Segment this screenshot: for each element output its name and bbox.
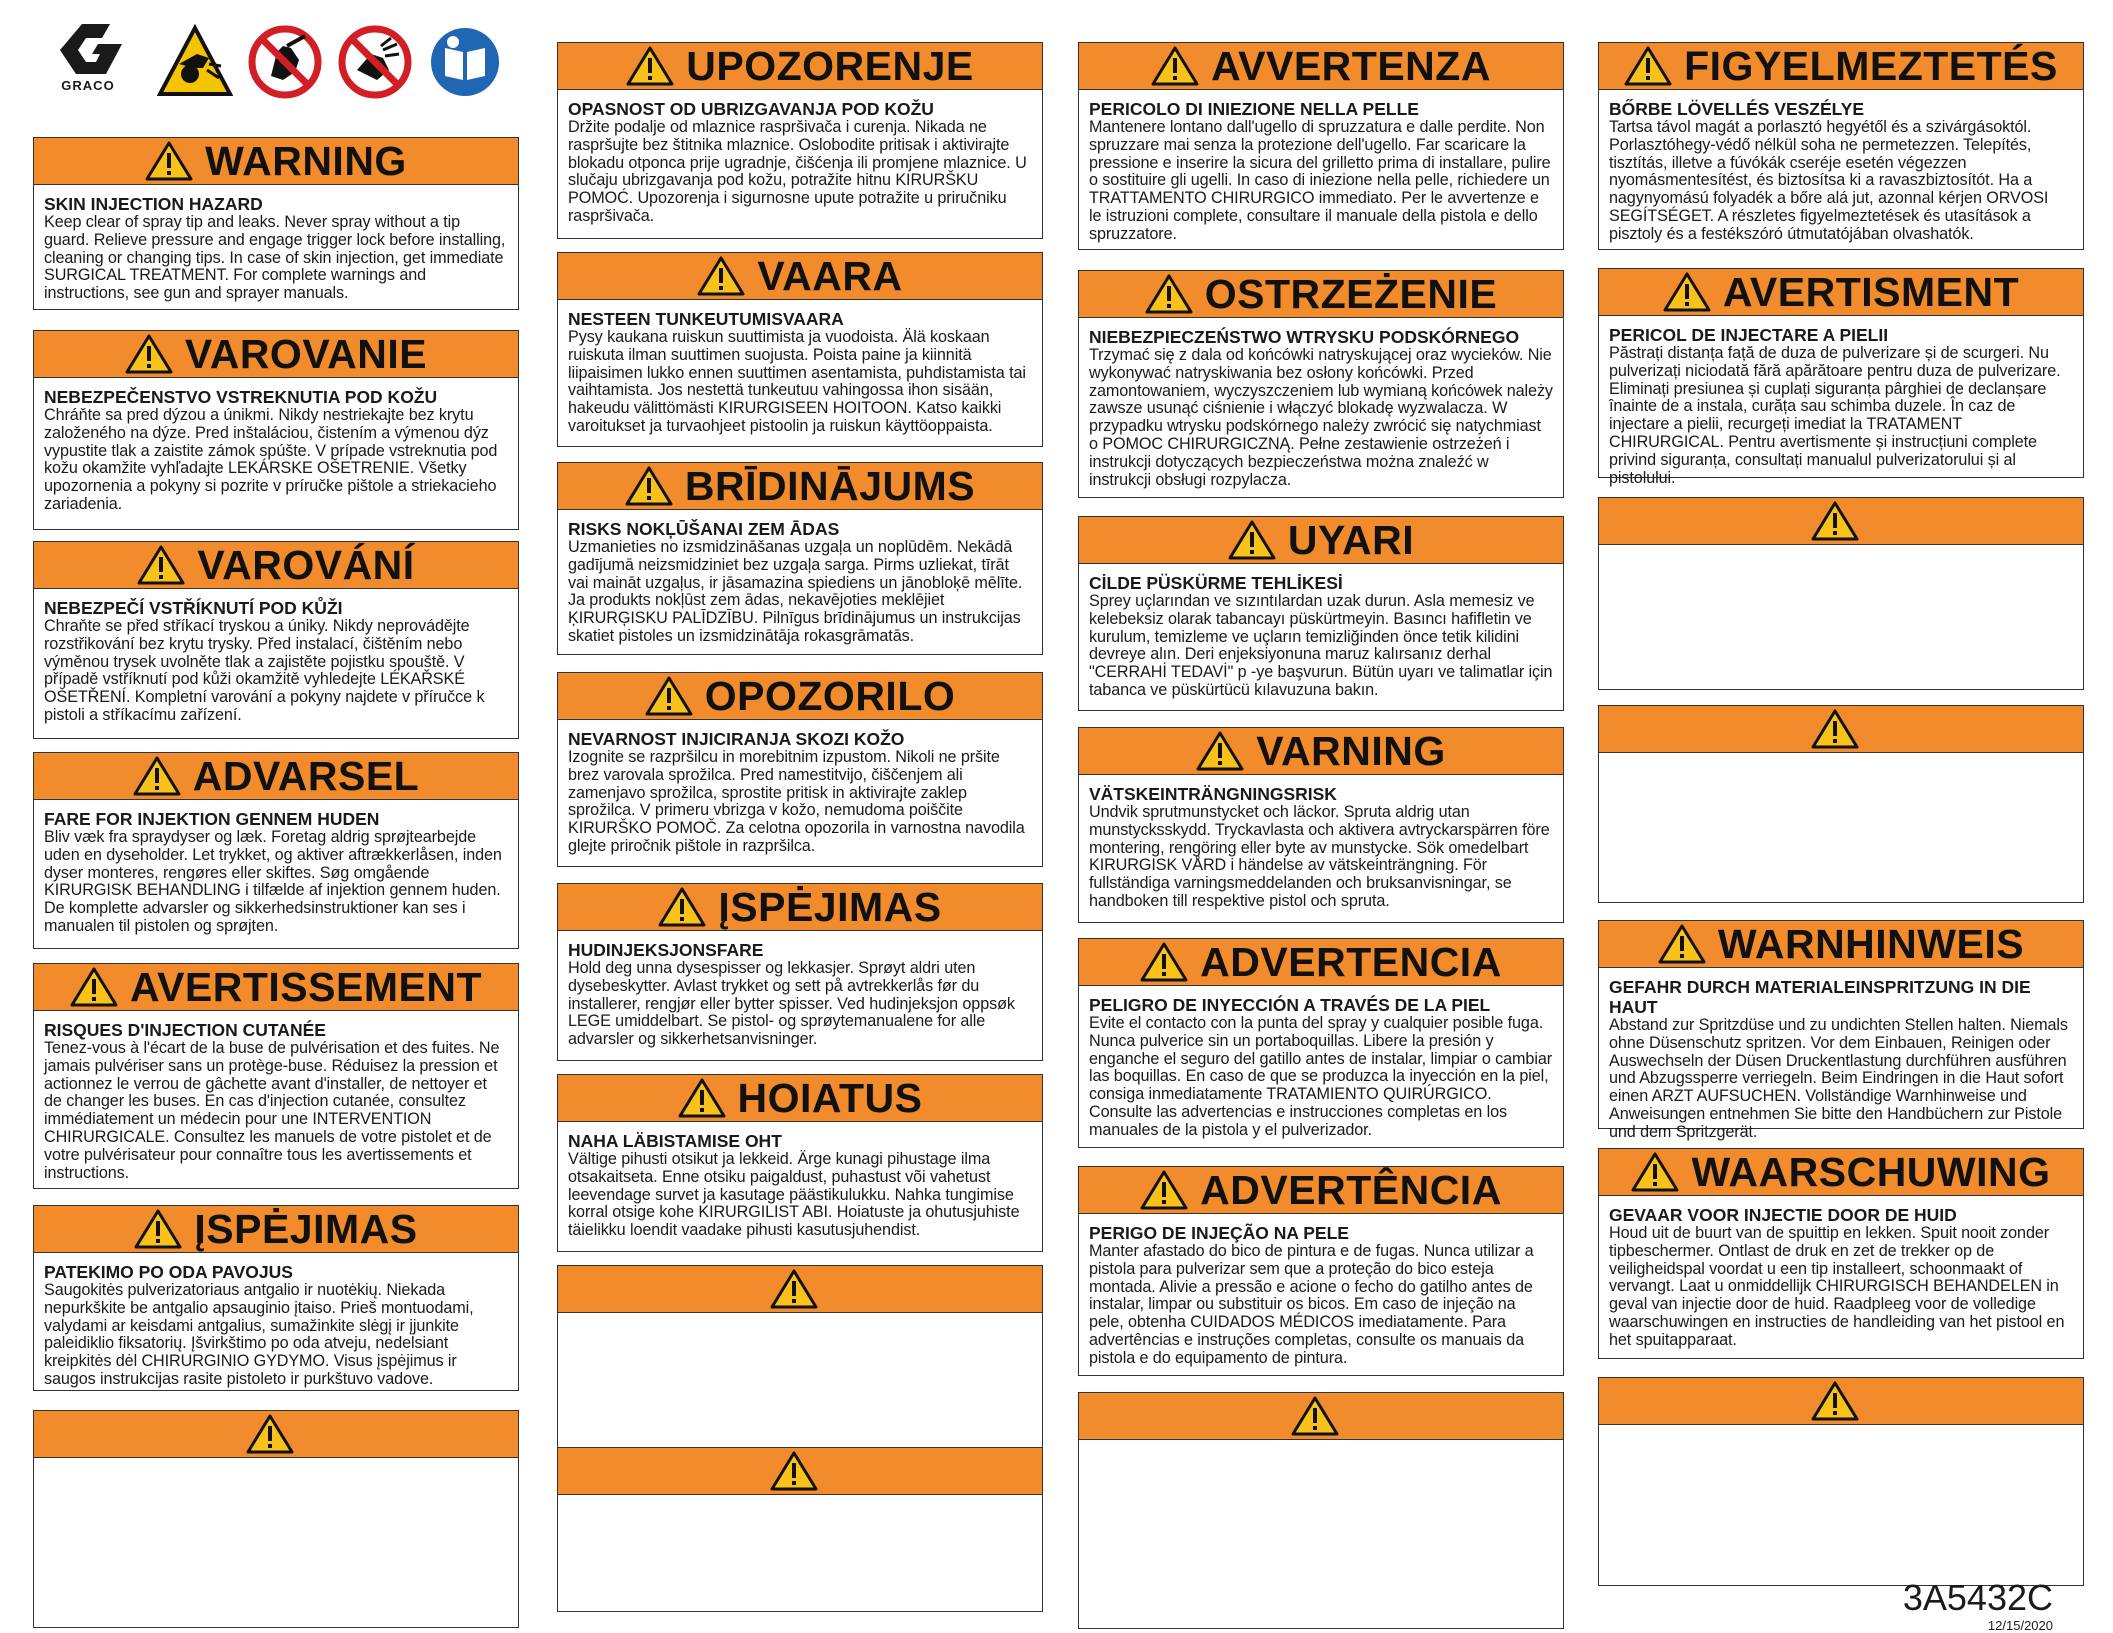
card-subtitle: GEFAHR DURCH MATERIALEINSPRITZUNG IN DIE HAUT	[1609, 977, 2031, 1017]
warning-card-tr	[1078, 516, 1564, 711]
card-text: Manter afastado do bico de pintura e de fugas. Nunca utilizar a pistola para pulverizar sem que a proteção do bico esteja montada. Alivie a pressão e acione o fecho do gatilho antes de instalar, limpar ou substituir os bicos. Em caso de injeção na pele, obtenha CUIDADOS MÉDICOS imediatamente. Para advertências e instruções completas, consulte os manuais da pistola e do equipamento de pintura.	[1089, 1242, 1534, 1367]
card-subtitle: NAHA LÄBISTAMISE OHT	[568, 1131, 782, 1151]
card-banner	[558, 1448, 1042, 1495]
card-title: UYARI	[1287, 516, 1415, 563]
card-title: ADVERTÊNCIA	[1200, 1166, 1502, 1213]
card-title: VAARA	[757, 252, 903, 299]
card-text: Izognite se razpršilcu in morebitnim izpustom. Nikoli ne pršite brez varovala sprožilca. Pred namestitvijo, čiščenjem ali zamenjavo sprožilca, sprostite pritisk in aktivirajte zaklep sprožilca. V primeru vbrizga v kožo, nemudoma poiščite KIRURŠKO POMOČ. Za celotna opozorila in varnostna navodila glejte priročnik pištole in razpršilca.	[568, 748, 1025, 855]
card-text: Saugokitės pulverizatoriaus antgalio ir nuotėkių. Niekada nepurkškite be antgalio apsauginio įtaiso. Prieš montuodami, valydami ar keisdami antgalius, sumažinkite slėgį ir įjunkite paleidiklio fiksatorių. Įšvirkštimo po oda atveju, nedelsiant kreipkitės dėl CHIRURGINIO GYDYMO. Visus įspėjimus ir saugos instrukcijas rasite pistoleto ir purkštuvo vadove.	[44, 1281, 474, 1388]
card-title: WAARSCHUWING	[1691, 1148, 2051, 1195]
card-title: OPOZORILO	[704, 672, 956, 719]
card-title: OSTRZEŻENIE	[1204, 270, 1498, 317]
card-body	[1599, 1196, 2083, 1356]
document-code: 3A5432C	[1902, 1577, 2053, 1618]
warning-triangle-icon	[1811, 708, 1859, 750]
no-spray-tip-icon	[337, 24, 413, 100]
warning-card-pl	[1078, 270, 1564, 498]
card-subtitle: NEBEZPEČENSTVO VSTREKNUTIA POD KOŽU	[44, 387, 438, 407]
warning-card-lt	[33, 1205, 519, 1391]
card-banner	[34, 964, 518, 1011]
card-subtitle: BŐRBE LÖVELLÉS VESZÉLYE	[1609, 99, 1865, 119]
warning-card-hu	[1598, 42, 2084, 250]
card-subtitle: NEVARNOST INJICIRANJA SKOZI KOŽO	[568, 729, 905, 749]
card-banner	[34, 1411, 518, 1458]
warning-card-it	[1078, 42, 1564, 250]
warning-card-no	[557, 883, 1043, 1061]
card-body	[34, 589, 518, 731]
warning-card-sl	[557, 672, 1043, 867]
warning-triangle-icon	[133, 755, 181, 797]
warning-card-en	[33, 137, 519, 310]
warning-triangle-icon	[770, 1268, 818, 1310]
warning-triangle-icon	[134, 1208, 182, 1250]
card-subtitle: PATEKIMO PO ODA PAVOJUS	[44, 1262, 293, 1282]
card-text: Evite el contacto con la punta del spray y cualquier posible fuga. Nunca pulverice sin un portaboquillas. Libere la presión y enganche el seguro del gatillo antes de instalar, limpiar o cambiar las boquillas. En caso de que se produzca la inyección en la piel, consiga inmediatamente TRATAMIENTO QUIRÚRGICO. Consulte las advertencias e instrucciones completas en los manuales de la pistola y el pulverizador.	[1089, 1014, 1553, 1139]
card-body	[1599, 90, 2083, 250]
card-banner	[1079, 728, 1563, 775]
card-title: FIGYELMEZTETÉS	[1684, 42, 2058, 89]
card-title: VAROVANIE	[184, 330, 428, 377]
card-banner	[1079, 43, 1563, 90]
card-text: Chráňte sa pred dýzou a únikmi. Nikdy nestriekajte bez krytu založeného na dýze. Pred inštaláciou, čistením a výmenou dýz vypustite tlak a zaistite zámok spúšte. V prípade vstreknutia pod kožu okamžite vyhľadajte LEKÁRSKE OŠETRENIE. Všetky upozornenia a pokyny si pozrite v príručke pištole a striekacieho zariadenia.	[44, 406, 498, 513]
card-body	[558, 1495, 1042, 1510]
warning-card-pt	[1078, 1166, 1564, 1376]
blank-warning-card	[1598, 1377, 2084, 1586]
card-title: ADVARSEL	[192, 752, 420, 799]
document-date: 12/15/2020	[1987, 1618, 2053, 1633]
card-title: ADVERTENCIA	[1200, 938, 1502, 985]
card-text: Abstand zur Spritzdüse und zu undichten Stellen halten. Niemals ohne Düsenschutz spritzen. Vor dem Einbauen, Reinigen oder Auswechseln der Düsen Druckentlastung durchführen ausführen und Abzugssperre verriegeln. Beim Eindringen in die Haut sofort einen ARZT AUFSUCHEN. Vollständige Warnhinweise und Anweisungen entnehmen Sie bitte den Handbüchern zur Pistole und dem Spritzgerät.	[1609, 1016, 2068, 1141]
card-text: Bliv væk fra spraydyser og læk. Foretag aldrig sprøjtearbejde uden en dyseholder. Let trykket, og aktiver aftrækkerlåsen, inden dyser monteres, rengøres eller skiftes. Søg omgående KIRURGISK BEHANDLING i tilfælde af injektion gennem huden. De komplette advarsler og sikkerhedsinstruktioner kan ses i manualen til pistolen og sprøjten.	[44, 828, 502, 935]
card-body	[558, 720, 1042, 862]
warning-triangle-icon	[125, 333, 173, 375]
warning-triangle-icon	[1228, 519, 1276, 561]
warning-triangle-icon	[678, 1077, 726, 1119]
card-body	[1079, 986, 1563, 1146]
card-banner	[558, 253, 1042, 300]
card-text: Tenez-vous à l'écart de la buse de pulvérisation et des fuites. Ne jamais pulvériser sans un protège-buse. Réduisez la pression et actionnez le verrou de gâchette avant d'installer, de nettoyer et de changer les buses. En cas d'injection cutanée, consultez immédiatement un médecin pour une INTERVENTION CHIRURGICALE. Consultez les manuels de votre pistolet et de votre pulvérisateur pour connaître tous les avertissements et instructions.	[44, 1039, 500, 1182]
card-banner	[1599, 1378, 2083, 1425]
card-subtitle: CİLDE PÜSKÜRME TEHLİKESİ	[1089, 573, 1343, 593]
blank-warning-card	[33, 1410, 519, 1628]
card-text: Hold deg unna dysespisser og lekkasjer. Sprøyt aldri uten dysebeskytter. Avlast trykket og sett på avtrekkerlås før du installerer, rengjør eller bytter spisser. Ved hudinjeksjon oppsøk LEGE umiddelbart. Se pistol- og sprøytemanualene for alle advarsler og sikkerhetsanvisninger.	[568, 959, 1015, 1049]
card-body	[34, 1011, 518, 1188]
card-banner	[34, 753, 518, 800]
warning-triangle-icon	[658, 886, 706, 928]
card-body	[1599, 1425, 2083, 1440]
blank-warning-card	[557, 1447, 1043, 1612]
blank-warning-card	[1598, 497, 2084, 690]
warning-card-fi	[557, 252, 1043, 447]
card-text: Vältige pihusti otsikut ja lekkeid. Ärge kunagi pihustage ilma otsakaitseta. Enne otsiku paigaldust, puhastust või vahetust leevendage survet ja kasutage päästikulukku. Nahka tungimise korral otsige kohe KIRURGILIST ABI. Hoiatuste ja ohutusjuhiste täielikku loendit vaadake pihusti kasutusjuhendist.	[568, 1150, 1020, 1240]
warning-card-nl	[1598, 1148, 2084, 1359]
card-banner	[1079, 1393, 1563, 1440]
warning-triangle-icon	[1811, 1380, 1859, 1422]
warning-card-ro	[1598, 268, 2084, 487]
warning-triangle-icon	[70, 966, 118, 1008]
warning-triangle-icon	[1631, 1151, 1679, 1193]
card-title: WARNING	[205, 137, 407, 184]
warning-triangle-icon	[145, 140, 193, 182]
card-text: Chraňte se před stříkací tryskou a úniky. Nikdy neprovádějte rozstřikování bez krytu trysky. Před instalací, čištěním nebo výměnou trysek uvolněte tlak a zajistěte pojistku spouště. V případě vstříknutí pod kůži okamžitě vyhledejte LÉKAŘSKÉ OŠETŘENÍ. Kompletní varování a pokyny najdete v příručce k pistoli a stříkacímu zařízení.	[44, 617, 485, 724]
card-text: Držite podalje od mlaznice raspršivača i curenja. Nikada ne raspršujte bez štitnika mlaznice. Oslobodite pritisak i aktivirajte blokadu otponca prije ugradnje, čišćenja ili promjene mlaznice. U slučaju ubrizgavanja pod kožu, potražite hitnu KIRURŠKU POMOĆ. Upozorenja i sigurnosne upute potražite u priručniku raspršivača.	[568, 118, 1027, 225]
card-body	[1079, 90, 1563, 250]
warning-triangle-icon	[625, 465, 673, 507]
card-body	[558, 1313, 1042, 1328]
warning-card-et	[557, 1074, 1043, 1252]
injection-hazard-icon	[157, 24, 233, 100]
warning-card-sv	[1078, 727, 1564, 923]
graco-logo-icon	[33, 18, 143, 106]
card-banner	[34, 542, 518, 589]
card-title: WARNHINWEIS	[1717, 920, 2025, 967]
warning-triangle-icon	[697, 255, 745, 297]
card-banner	[558, 1075, 1042, 1122]
card-text: Păstrați distanța față de duza de pulverizare și de scurgeri. Nu pulverizați niciodată fără apărătoare pentru duza de pulverizare. Eliminați presiunea și cuplați siguranța pârghiei de declanșare înainte de a instala, curăța sau schimba duzele. În caz de injectare a pielii, recurgeți imediat la TRATAMENT CHIRURGICAL. Pentru avertismente și instrucțiuni complete privind siguranța, consultați manualul pulverizatorului și al pistolului.	[1609, 344, 2061, 487]
card-body	[34, 800, 518, 942]
card-body	[1599, 753, 2083, 768]
warning-triangle-icon	[1624, 45, 1672, 87]
card-banner	[1599, 1149, 2083, 1196]
card-text: Trzymać się z dala od końcówki natryskującej oraz wycieków. Nie wykonywać natryskiwania bez osłony końcówki. Przed zamontowaniem, wyczyszczeniem lub wymianą końcówek należy zawsze usunąć ciśnienie i włączyć blokadę wyzwalacza. W przypadku wtrysku podskórnego należy zwrócić się natychmiast o POMOC CHIRURGICZNĄ. Pełne zestawienie ostrzeżeń i instrukcji dotyczących bezpieczeństwa można znaleźć w instrukcji obsługi rozpylacza.	[1089, 346, 1553, 489]
no-hand-icon	[247, 24, 323, 100]
warning-card-lv	[557, 462, 1043, 655]
card-text: Uzmanieties no izsmidzināšanas uzgaļa un noplūdēm. Nekādā gadījumā neizsmidziniet bez uzgaļa sarga. Pirms uzliekat, tīrāt vai maināt uzgaļus, ir jāsamazina spiediens un jānobloķē mēlīte. Ja produkts nokļūst zem ādas, nekavējoties meklējiet ĶIRURĢISKU PALĪDZĪBU. Pilnīgus brīdinājumus un instrukcijas skatiet pistoles un izsmidzinātāja rokasgrāmatās.	[568, 538, 1023, 645]
card-text: Mantenere lontano dall'ugello di spruzzatura e dalle perdite. Non spruzzare mai senza la protezione dell'ugello. Far scaricare la pressione e inserire la sicura del grilletto prima di installare, pulire o sostituire gli ugelli. In caso di iniezione nella pelle, richiedere un TRATTAMENTO CHIRURGICO immediato. Per le avvertenze e le istruzioni complete, consultare il manuale della pistola e dello spruzzatore.	[1089, 118, 1551, 243]
warning-triangle-icon	[246, 1413, 294, 1455]
card-title: VARNING	[1256, 727, 1446, 774]
card-subtitle: FARE FOR INJEKTION GENNEM HUDEN	[44, 809, 380, 829]
card-title: AVVERTENZA	[1211, 42, 1491, 89]
card-subtitle: VÄTSKEINTRÄNGNINGSRISK	[1089, 784, 1337, 804]
card-body	[1079, 1440, 1563, 1455]
card-title: ĮSPĖJIMAS	[194, 1205, 418, 1252]
card-banner	[558, 1266, 1042, 1313]
card-body	[34, 378, 518, 520]
warning-card-fr	[33, 963, 519, 1189]
warning-triangle-icon	[645, 675, 693, 717]
blank-warning-card	[1078, 1392, 1564, 1629]
warning-card-de	[1598, 920, 2084, 1141]
card-title: AVERTISMENT	[1722, 268, 2020, 315]
card-banner	[1599, 921, 2083, 968]
warning-triangle-icon	[1658, 923, 1706, 965]
card-banner	[1079, 271, 1563, 318]
card-banner	[558, 673, 1042, 720]
warning-triangle-icon	[770, 1450, 818, 1492]
card-banner	[558, 43, 1042, 90]
card-text: Undvik sprutmunstycket och läckor. Spruta aldrig utan munstycksskydd. Tryckavlasta och aktivera avtryckarspärren före montering, rengöring eller byte av munstycke. Sök omedelbart KIRURGISK VÅRD i händelse av vätskeinträngning. För fullständiga varningsmeddelanden och bruksanvisningar, se handboken till respektive pistol och spruta.	[1089, 803, 1550, 910]
blank-warning-card	[1598, 705, 2084, 903]
card-body	[558, 90, 1042, 232]
blank-warning-card	[557, 1265, 1043, 1458]
card-subtitle: HUDINJEKSJONSFARE	[568, 940, 764, 960]
card-body	[34, 1253, 518, 1395]
card-banner	[1599, 269, 2083, 316]
card-subtitle: NIEBEZPIECZEŃSTWO WTRYSKU PODSKÓRNEGO	[1089, 327, 1520, 347]
brand-name: GRACO	[61, 78, 115, 93]
card-body	[1079, 1214, 1563, 1374]
card-body	[1599, 316, 2083, 493]
card-body	[558, 300, 1042, 442]
card-banner	[558, 463, 1042, 510]
card-subtitle: PELIGRO DE INYECCIÓN A TRAVÉS DE LA PIEL	[1089, 995, 1491, 1015]
card-text: Houd uit de buurt van de spuittip en lekken. Spuit nooit zonder tipbeschermer. Ontlast de druk en zet de trekker op de veiligheidspal voordat u een tip installeert, schoonmaakt of vervangt. Laat u onmiddellijk CHIRURGISCH BEHANDELEN in geval van injectie door de huid. Raadpleeg voor de volledige waarschuwingen en instructies de handleiding van het pistool en het spuitapparaat.	[1609, 1224, 2065, 1349]
warning-triangle-icon	[1140, 941, 1188, 983]
card-banner	[1079, 939, 1563, 986]
card-title: HOIATUS	[737, 1074, 923, 1121]
card-title: AVERTISSEMENT	[130, 963, 482, 1010]
warning-triangle-icon	[1291, 1395, 1339, 1437]
card-text: Keep clear of spray tip and leaks. Never spray without a tip guard. Relieve pressure and engage trigger lock before installing, cleaning or changing tips. In case of skin injection, get immediate SURGICAL TREATMENT. For complete warnings and instructions, see gun and sprayer manuals.	[44, 213, 506, 303]
card-banner	[34, 1206, 518, 1253]
card-subtitle: NEBEZPEČÍ VSTŘÍKNUTÍ POD KŮŽI	[44, 598, 343, 618]
card-banner	[558, 884, 1042, 931]
warning-triangle-icon	[137, 544, 185, 586]
card-body	[1079, 318, 1563, 495]
card-text: Tartsa távol magát a porlasztó hegyétől és a szivárgásoktól. Porlasztóhegy-védő nélkül soha ne permetezzen. Telepítés, tisztítás, illetve a fúvókák cseréje esetén végezzen nyomásmentesítést, és biztosítsa ki a ravaszbiztosítót. Ha a nagynyomású folyadék a bőre alá jut, azonnal kérjen ORVOSI SEGÍTSÉGET. A részletes figyelmeztetések és utasítások a pisztoly és a festékszóró útmutatójában olvashatók.	[1609, 118, 2049, 243]
card-banner	[1079, 517, 1563, 564]
card-title: VAROVÁNÍ	[197, 541, 415, 588]
card-subtitle: OPASNOST OD UBRIZGAVANJA POD KOŽU	[568, 99, 934, 119]
warning-triangle-icon	[1140, 1169, 1188, 1211]
card-subtitle: GEVAAR VOOR INJECTIE DOOR DE HUID	[1609, 1205, 1957, 1225]
warning-card-sk	[33, 330, 519, 530]
card-text: Pysy kaukana ruiskun suuttimista ja vuodoista. Älä koskaan ruiskuta ilman suuttimen suojusta. Poista paine ja kiinnitä liipaisimen lukko ennen suuttimen asentamista, puhdistamista tai vaihtamista. Jos nestettä tunkeutuu vahingossa ihon sisään, hakeudu välittömästi KIRURGISEEN HOITOON. Katso kaikki varoitukset ja turvaohjeet pistoolin ja ruiskun käyttöoppaista.	[568, 328, 1026, 435]
card-banner	[1599, 706, 2083, 753]
card-banner	[34, 138, 518, 185]
card-banner	[1599, 498, 2083, 545]
card-banner	[34, 331, 518, 378]
card-subtitle: RISKS NOKĻŪŠANAI ZEM ĀDAS	[568, 519, 840, 539]
warning-card-cs	[33, 541, 519, 739]
warning-card-es	[1078, 938, 1564, 1148]
warning-triangle-icon	[1663, 271, 1711, 313]
graco-g-icon	[46, 18, 130, 82]
card-title: BRĪDINĀJUMS	[684, 462, 976, 509]
card-subtitle: NESTEEN TUNKEUTUMISVAARA	[568, 309, 844, 329]
card-body	[1079, 564, 1563, 706]
warning-triangle-icon	[1151, 45, 1199, 87]
card-subtitle: SKIN INJECTION HAZARD	[44, 194, 263, 214]
warning-card-hr	[557, 42, 1043, 239]
card-banner	[1599, 43, 2083, 90]
card-title: UPOZORENJE	[686, 42, 974, 89]
header-icons	[33, 18, 503, 106]
card-body	[558, 931, 1042, 1055]
card-subtitle: PERICOLO DI INIEZIONE NELLA PELLE	[1089, 99, 1419, 119]
card-subtitle: RISQUES D'INJECTION CUTANÉE	[44, 1020, 326, 1040]
card-text: Sprey uçlarından ve sızıntılardan uzak durun. Asla memesiz ve kelebeksiz olarak tabancayı püskürtmeyin. Basıncı hafifletin ve kurulum, temizleme ve uçların temizliğinden önce tetik kilidini devreye alın. Deri enjeksiyonuna maruz kalırsanız derhal "CERRAHİ TEDAVİ" p -ye başvurun. Bütün uyarı ve talimatlar için tabanca ve püskürtücü kılavuzuna bakın.	[1089, 592, 1553, 699]
card-banner	[1079, 1167, 1563, 1214]
card-body	[34, 1458, 518, 1473]
card-body	[1599, 968, 2083, 1148]
card-body	[1599, 545, 2083, 560]
read-manual-icon	[427, 24, 503, 100]
warning-triangle-icon	[1196, 730, 1244, 772]
card-body	[558, 1122, 1042, 1246]
card-body	[34, 185, 518, 309]
card-title: ĮSPĖJIMAS	[718, 883, 942, 930]
warning-card-da	[33, 752, 519, 949]
card-body	[558, 510, 1042, 652]
card-body	[1079, 775, 1563, 917]
warning-triangle-icon	[626, 45, 674, 87]
warning-triangle-icon	[1145, 273, 1193, 315]
card-subtitle: PERICOL DE INJECTARE A PIELII	[1609, 325, 1889, 345]
card-subtitle: PERIGO DE INJEÇÃO NA PELE	[1089, 1223, 1349, 1243]
warning-triangle-icon	[1811, 500, 1859, 542]
